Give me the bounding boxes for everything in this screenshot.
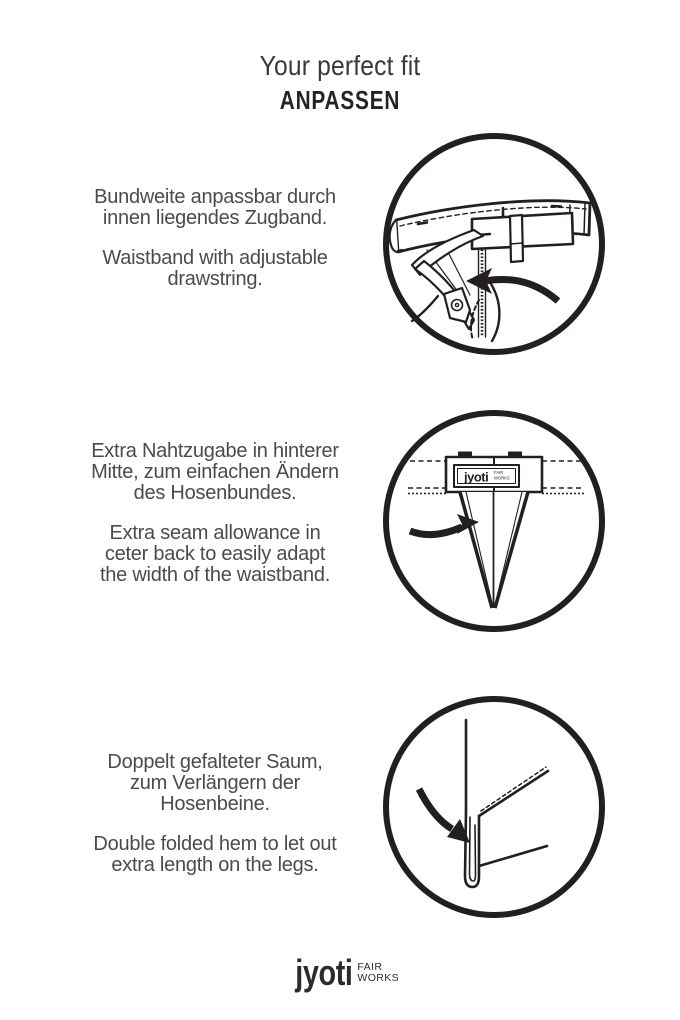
text-line: extra length on the legs. bbox=[111, 854, 319, 876]
label-sub-fair: FAIR bbox=[494, 470, 504, 475]
text-line: Waistband with adjustable bbox=[102, 247, 328, 269]
label-sub-works: WORKS bbox=[494, 475, 510, 481]
english-paragraph bbox=[60, 834, 370, 876]
double-folded-hem-illustration bbox=[382, 695, 606, 919]
section-hem-text bbox=[60, 752, 370, 876]
center-back-seam-icon bbox=[382, 409, 606, 633]
text-line: innen liegendes Zugband. bbox=[102, 207, 328, 229]
section-waistband-text bbox=[60, 187, 370, 290]
german-paragraph bbox=[60, 187, 370, 229]
drawstring-waistband-illustration bbox=[382, 132, 606, 356]
text-line: ceter back to easily adapt bbox=[104, 543, 326, 565]
logo-sub-fair: FAIR bbox=[357, 961, 383, 973]
text-line: Bundweite anpassbar durch bbox=[94, 186, 336, 208]
text-line: des Hosenbundes. bbox=[133, 482, 297, 504]
jyoti-wordmark: jyoti bbox=[295, 952, 353, 993]
logo-sub-works: WORKS bbox=[357, 972, 400, 984]
footer bbox=[0, 952, 680, 993]
jyoti-logo-subtext bbox=[357, 956, 399, 984]
center-back-seam-illustration bbox=[382, 409, 606, 633]
text-line: drawstring. bbox=[167, 268, 263, 290]
text-line: Mitte, zum einfachen Ändern bbox=[91, 461, 339, 483]
text-line: Double folded hem to let out bbox=[93, 833, 337, 855]
text-line: the width of the waistband. bbox=[99, 564, 331, 586]
text-line: Extra seam allowance in bbox=[109, 522, 321, 544]
english-paragraph bbox=[60, 523, 370, 586]
text-line: Doppelt gefalteter Saum, bbox=[107, 751, 323, 773]
page-subtitle: Your perfect fit bbox=[259, 50, 421, 81]
label-brand: jyoti bbox=[464, 469, 489, 485]
text-line: Extra Nahtzugabe in hinterer bbox=[91, 440, 339, 462]
english-paragraph bbox=[60, 248, 370, 290]
page-title: ANPASSEN bbox=[279, 85, 401, 115]
double-folded-hem-icon bbox=[382, 695, 606, 919]
german-paragraph bbox=[60, 441, 370, 504]
german-paragraph bbox=[60, 752, 370, 815]
section-seam-text bbox=[60, 441, 370, 586]
text-line: Hosenbeine. bbox=[160, 793, 270, 815]
drawstring-waistband-icon bbox=[382, 132, 606, 356]
text-line: zum Verlängern der bbox=[129, 772, 301, 794]
